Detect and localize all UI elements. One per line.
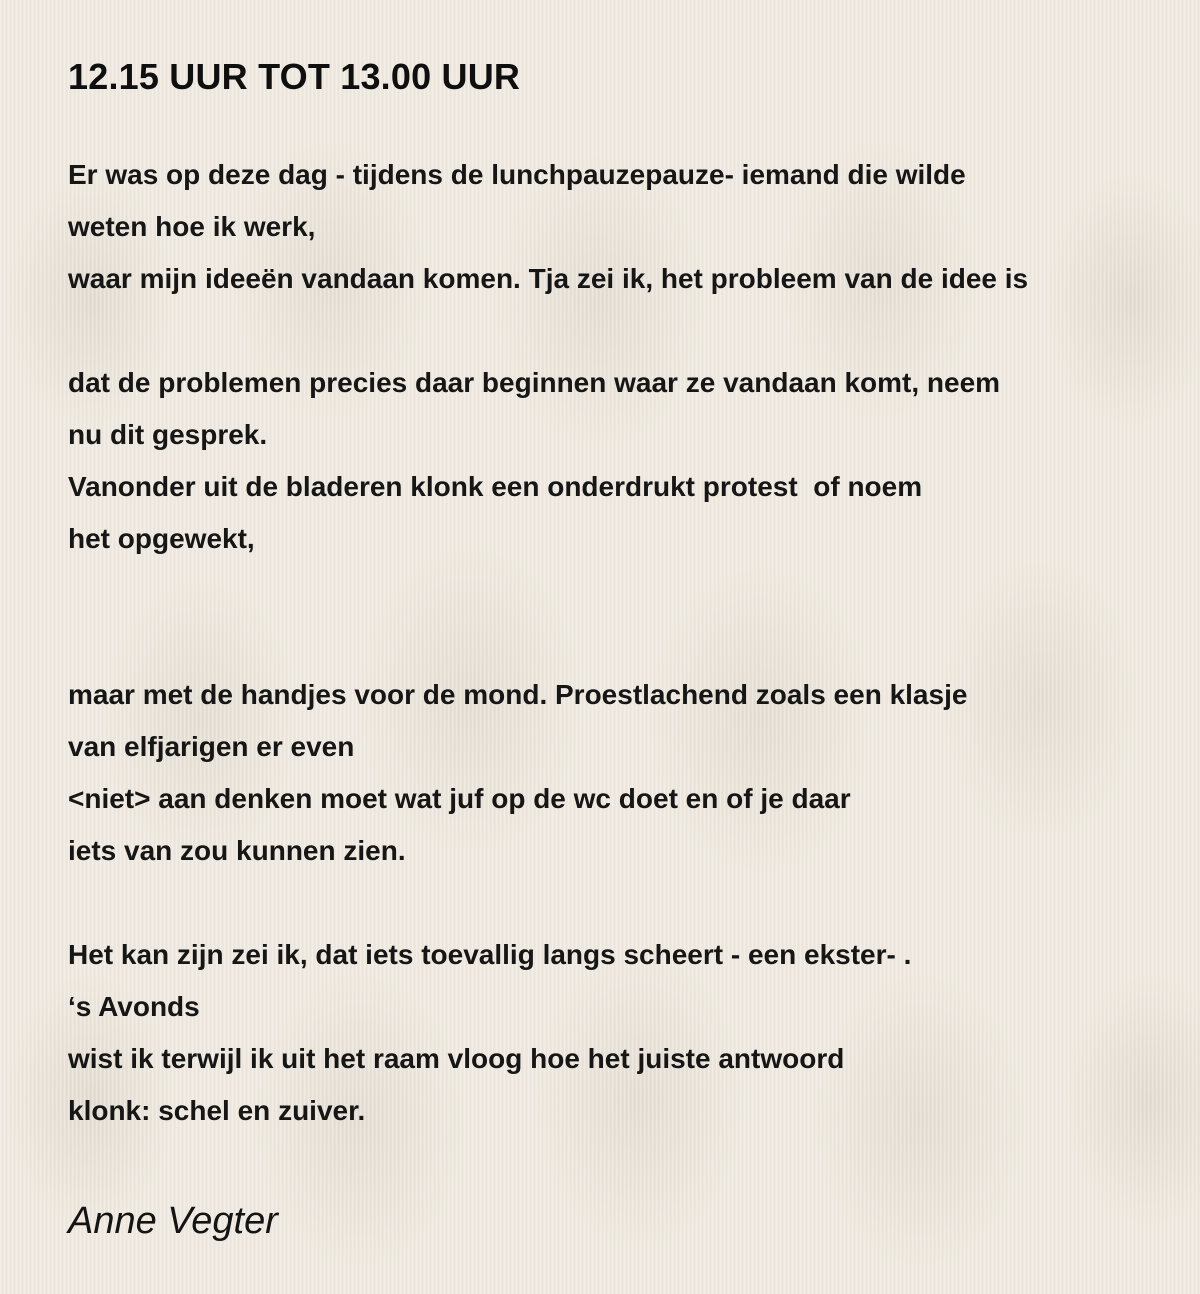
poem-line: waar mijn ideeën vandaan komen. Tja zei ik, het probleem van de idee is xyxy=(68,263,1029,294)
poem-line: klonk: schel en zuiver. xyxy=(68,1095,366,1126)
poem-line: iets van zou kunnen zien. xyxy=(68,835,406,866)
poem-line xyxy=(68,565,1193,617)
poem-line: het opgewekt, xyxy=(68,523,255,554)
poem-line: Er was op deze dag - tijdens de lunchpauzepauze- iemand die wilde xyxy=(68,159,966,190)
poem-line: nu dit gesprek. xyxy=(68,419,268,450)
poem-author: Anne Vegter xyxy=(68,1200,278,1242)
poem-line: ‘s Avonds xyxy=(68,991,200,1022)
poem-card xyxy=(68,52,1193,1244)
poem-line xyxy=(68,305,1193,357)
poem-line: van elfjarigen er even xyxy=(68,731,355,762)
poem-line: weten hoe ik werk, xyxy=(68,211,316,242)
poem-line xyxy=(68,617,1193,669)
poem-line: Het kan zijn zei ik, dat iets toevallig langs scheert - een ekster- . xyxy=(68,939,912,970)
poem-line: <niet> aan denken moet wat juf op de wc doet en of je daar xyxy=(68,783,851,814)
poem-line: wist ik terwijl ik uit het raam vloog hoe het juiste antwoord xyxy=(68,1043,845,1074)
poem-line: maar met de handjes voor de mond. Proestlachend zoals een klasje xyxy=(68,679,968,710)
poem-title: 12.15 UUR TOT 13.00 UUR xyxy=(68,56,521,97)
poem-line: dat de problemen precies daar beginnen waar ze vandaan komt, neem xyxy=(68,367,1001,398)
poem-line xyxy=(68,877,1193,929)
poem-body xyxy=(68,149,1193,1137)
poem-line: Vanonder uit de bladeren klonk een onderdrukt protest of noem xyxy=(68,471,923,502)
